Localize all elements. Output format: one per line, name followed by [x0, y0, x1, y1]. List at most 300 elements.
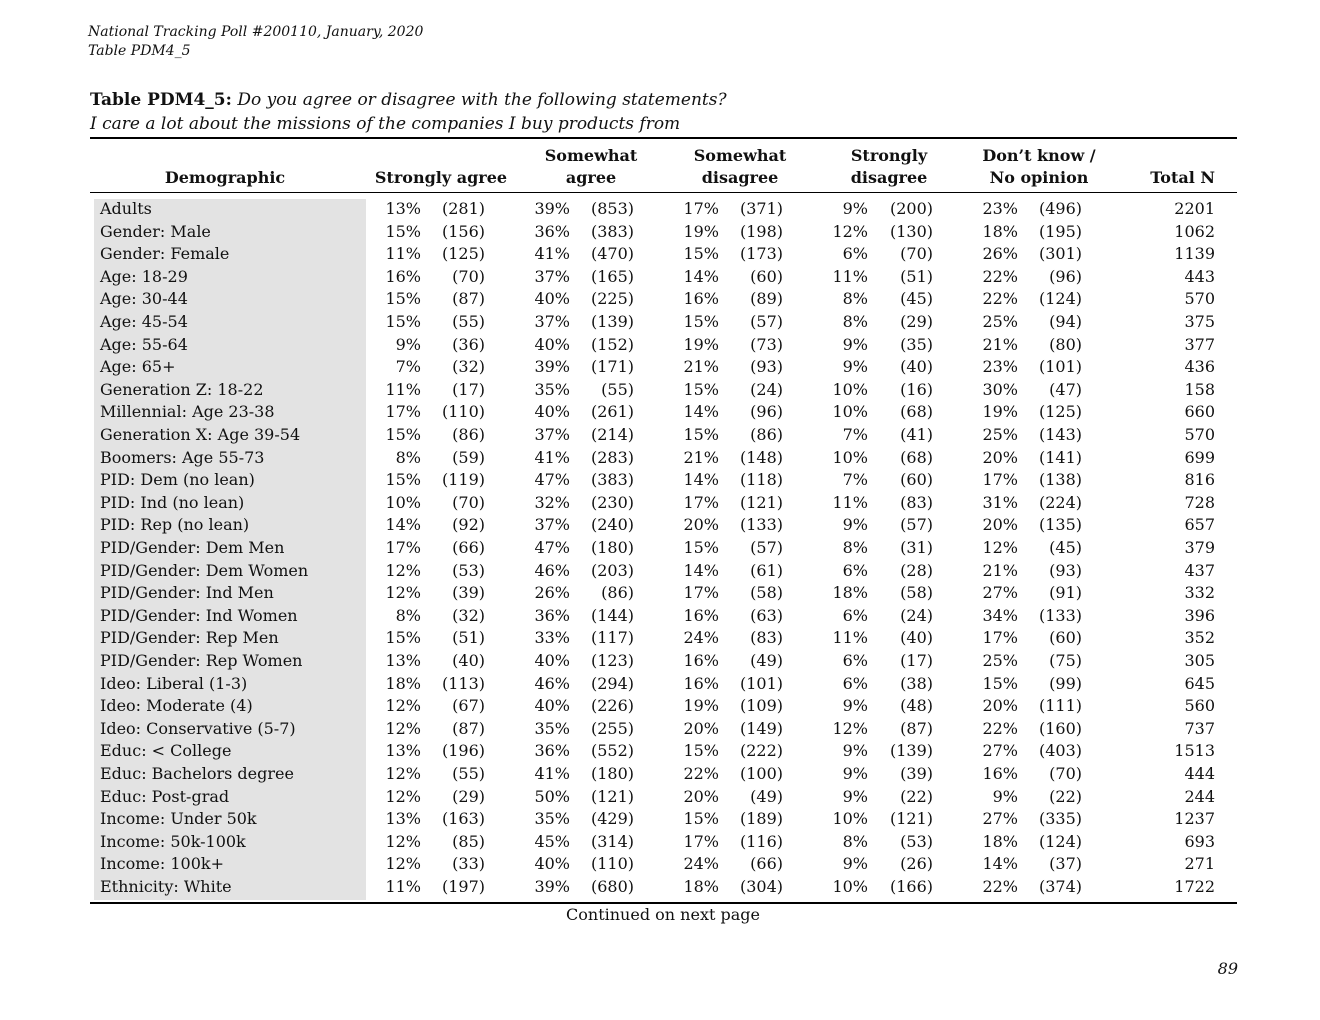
- cell-somewhat-disagree-pct: 19%: [683, 696, 719, 716]
- cell-dont-know-pct: 23%: [982, 199, 1018, 218]
- table-row: [0, 605, 1320, 628]
- row-label: Gender: Male: [100, 221, 211, 241]
- cell-strongly-agree-pct: 7%: [395, 357, 421, 377]
- cell-strongly-agree-pct: 15%: [385, 221, 421, 241]
- continued-note: Continued on next page: [566, 905, 760, 924]
- cell-somewhat-disagree-pct: 17%: [683, 492, 719, 512]
- cell-total-n: 244: [1184, 786, 1215, 806]
- table-row: [0, 673, 1320, 696]
- cell-strongly-agree-pct: 16%: [385, 266, 421, 286]
- cell-somewhat-disagree-n: (63): [750, 605, 783, 625]
- cell-dont-know-n: (403): [1038, 741, 1082, 761]
- row-label: Age: 65+: [100, 357, 176, 377]
- cell-somewhat-disagree-n: (198): [739, 221, 783, 241]
- cell-dont-know-n: (160): [1038, 718, 1082, 738]
- cell-strongly-disagree-pct: 10%: [832, 877, 868, 896]
- row-label: Age: 30-44: [100, 289, 188, 309]
- cell-dont-know-n: (138): [1038, 470, 1082, 490]
- row-label: Age: 18-29: [100, 266, 188, 286]
- cell-strongly-agree-pct: 12%: [385, 854, 421, 874]
- cell-strongly-disagree-pct: 6%: [842, 651, 868, 670]
- cell-total-n: 660: [1184, 402, 1215, 422]
- column-header-dont-know: Don’t know / No opinion: [982, 146, 1096, 187]
- cell-somewhat-agree-n: (261): [590, 402, 634, 422]
- table-row: [0, 198, 1320, 221]
- cell-strongly-disagree-pct: 12%: [832, 221, 868, 241]
- table-row: [0, 492, 1320, 515]
- cell-total-n: 444: [1184, 764, 1215, 783]
- cell-somewhat-disagree-n: (173): [739, 244, 783, 264]
- cell-somewhat-disagree-n: (93): [750, 357, 783, 377]
- cell-strongly-disagree-pct: 8%: [842, 538, 868, 557]
- cell-strongly-agree-pct: 10%: [385, 492, 421, 512]
- row-label: PID/Gender: Dem Women: [100, 560, 309, 580]
- cell-strongly-disagree-pct: 9%: [842, 786, 868, 806]
- cell-somewhat-agree-pct: 33%: [534, 628, 570, 648]
- cell-strongly-agree-pct: 15%: [385, 425, 421, 444]
- cell-strongly-disagree-n: (40): [900, 357, 933, 377]
- cell-strongly-disagree-n: (60): [900, 470, 933, 490]
- cell-dont-know-n: (99): [1049, 673, 1082, 693]
- cell-strongly-agree-pct: 12%: [385, 831, 421, 851]
- cell-somewhat-agree-n: (383): [590, 470, 634, 490]
- cell-strongly-disagree-pct: 12%: [832, 718, 868, 738]
- table-row: [0, 831, 1320, 854]
- cell-somewhat-disagree-pct: 16%: [683, 673, 719, 693]
- cell-somewhat-agree-pct: 40%: [534, 854, 570, 874]
- cell-total-n: 737: [1184, 718, 1215, 738]
- cell-somewhat-disagree-pct: 21%: [683, 357, 719, 377]
- cell-total-n: 352: [1184, 628, 1215, 648]
- cell-strongly-disagree-n: (29): [900, 312, 933, 331]
- cell-somewhat-agree-pct: 46%: [534, 560, 570, 580]
- cell-somewhat-disagree-n: (49): [750, 786, 783, 806]
- cell-somewhat-agree-n: (180): [590, 538, 634, 557]
- cell-total-n: 1513: [1174, 741, 1215, 761]
- cell-somewhat-disagree-pct: 20%: [683, 515, 719, 535]
- cell-somewhat-agree-n: (123): [590, 651, 634, 670]
- table-row: [0, 808, 1320, 831]
- cell-dont-know-n: (91): [1049, 583, 1082, 603]
- column-header-somewhat-agree: Somewhat agree: [544, 146, 638, 187]
- cell-strongly-disagree-pct: 8%: [842, 312, 868, 331]
- cell-strongly-disagree-n: (17): [900, 651, 933, 670]
- cell-strongly-disagree-n: (51): [900, 266, 933, 286]
- cell-dont-know-n: (96): [1049, 266, 1082, 286]
- cell-dont-know-n: (135): [1038, 515, 1082, 535]
- cell-somewhat-agree-pct: 36%: [534, 741, 570, 761]
- cell-somewhat-disagree-n: (133): [739, 515, 783, 535]
- table-row: [0, 288, 1320, 311]
- cell-somewhat-disagree-pct: 20%: [683, 786, 719, 806]
- cell-dont-know-pct: 26%: [982, 244, 1018, 264]
- cell-strongly-agree-n: (70): [452, 492, 485, 512]
- row-label: PID: Ind (no lean): [100, 492, 245, 512]
- cell-somewhat-disagree-n: (222): [739, 741, 783, 761]
- cell-somewhat-disagree-pct: 17%: [683, 199, 719, 218]
- cell-strongly-agree-n: (197): [441, 877, 485, 896]
- cell-strongly-disagree-pct: 9%: [842, 741, 868, 761]
- cell-strongly-agree-n: (119): [441, 470, 485, 490]
- row-label: Gender: Female: [100, 244, 230, 264]
- cell-somewhat-agree-n: (55): [601, 379, 634, 399]
- cell-dont-know-n: (47): [1049, 379, 1082, 399]
- cell-strongly-agree-n: (281): [441, 199, 485, 218]
- cell-strongly-disagree-pct: 6%: [842, 244, 868, 264]
- header-rule: [90, 192, 1237, 193]
- cell-strongly-disagree-n: (24): [900, 605, 933, 625]
- cell-somewhat-agree-pct: 41%: [534, 244, 570, 264]
- table-row: [0, 243, 1320, 266]
- cell-somewhat-agree-n: (383): [590, 221, 634, 241]
- cell-strongly-agree-pct: 9%: [395, 334, 421, 354]
- cell-somewhat-agree-n: (117): [590, 628, 634, 648]
- cell-dont-know-n: (301): [1038, 244, 1082, 264]
- cell-strongly-agree-pct: 17%: [385, 538, 421, 557]
- cell-strongly-disagree-pct: 7%: [842, 470, 868, 490]
- cell-total-n: 443: [1184, 266, 1215, 286]
- table-row: [0, 695, 1320, 718]
- cell-total-n: 728: [1184, 492, 1215, 512]
- cell-somewhat-disagree-n: (61): [750, 560, 783, 580]
- cell-somewhat-agree-n: (171): [590, 357, 634, 377]
- cell-somewhat-disagree-pct: 15%: [683, 379, 719, 399]
- cell-strongly-disagree-pct: 7%: [842, 425, 868, 444]
- cell-strongly-disagree-n: (166): [889, 877, 933, 896]
- cell-dont-know-n: (75): [1049, 651, 1082, 670]
- cell-dont-know-pct: 20%: [982, 696, 1018, 716]
- cell-strongly-agree-n: (67): [452, 696, 485, 716]
- cell-dont-know-pct: 22%: [982, 289, 1018, 309]
- cell-dont-know-pct: 17%: [982, 470, 1018, 490]
- cell-somewhat-disagree-pct: 15%: [683, 538, 719, 557]
- cell-somewhat-agree-pct: 39%: [534, 877, 570, 896]
- row-label: Boomers: Age 55-73: [100, 447, 265, 467]
- cell-somewhat-agree-pct: 37%: [534, 312, 570, 331]
- cell-somewhat-disagree-n: (73): [750, 334, 783, 354]
- row-label: Ethnicity: White: [100, 877, 232, 896]
- cell-somewhat-disagree-pct: 14%: [683, 470, 719, 490]
- cell-strongly-disagree-n: (26): [900, 854, 933, 874]
- cell-somewhat-disagree-pct: 15%: [683, 809, 719, 829]
- cell-strongly-disagree-pct: 6%: [842, 560, 868, 580]
- cell-somewhat-agree-pct: 46%: [534, 673, 570, 693]
- running-header-title: National Tracking Poll #200110, January, 2020: [88, 24, 424, 40]
- cell-somewhat-agree-n: (294): [590, 673, 634, 693]
- row-label: PID/Gender: Rep Men: [100, 628, 279, 648]
- cell-somewhat-agree-pct: 36%: [534, 221, 570, 241]
- cell-strongly-agree-pct: 13%: [385, 651, 421, 670]
- cell-strongly-agree-n: (87): [452, 718, 485, 738]
- cell-somewhat-agree-n: (165): [590, 266, 634, 286]
- cell-strongly-disagree-pct: 18%: [832, 583, 868, 603]
- cell-total-n: 560: [1184, 696, 1215, 716]
- cell-total-n: 437: [1184, 560, 1215, 580]
- cell-somewhat-agree-n: (853): [590, 199, 634, 218]
- cell-strongly-disagree-pct: 9%: [842, 334, 868, 354]
- cell-somewhat-agree-n: (429): [590, 809, 634, 829]
- cell-somewhat-agree-pct: 40%: [534, 651, 570, 670]
- cell-total-n: 1237: [1174, 809, 1215, 829]
- cell-dont-know-n: (335): [1038, 809, 1082, 829]
- cell-dont-know-n: (125): [1038, 402, 1082, 422]
- row-label: Educ: < College: [100, 741, 232, 761]
- row-label: Millennial: Age 23-38: [100, 402, 275, 422]
- cell-dont-know-n: (80): [1049, 334, 1082, 354]
- cell-dont-know-n: (374): [1038, 877, 1082, 896]
- cell-strongly-agree-n: (87): [452, 289, 485, 309]
- row-label: Income: Under 50k: [100, 809, 257, 829]
- cell-strongly-disagree-pct: 9%: [842, 764, 868, 783]
- cell-somewhat-agree-pct: 35%: [534, 379, 570, 399]
- table-row: [0, 514, 1320, 537]
- cell-strongly-disagree-n: (45): [900, 289, 933, 309]
- cell-strongly-agree-pct: 18%: [385, 673, 421, 693]
- cell-strongly-agree-pct: 15%: [385, 628, 421, 648]
- cell-strongly-agree-pct: 12%: [385, 560, 421, 580]
- cell-total-n: 158: [1184, 379, 1215, 399]
- cell-strongly-disagree-n: (121): [889, 809, 933, 829]
- cell-somewhat-disagree-pct: 17%: [683, 831, 719, 851]
- cell-somewhat-agree-pct: 26%: [534, 583, 570, 603]
- cell-somewhat-disagree-n: (109): [739, 696, 783, 716]
- cell-dont-know-n: (22): [1049, 786, 1082, 806]
- cell-strongly-agree-n: (32): [452, 357, 485, 377]
- row-label: Age: 45-54: [100, 312, 188, 331]
- cell-dont-know-pct: 25%: [982, 651, 1018, 670]
- cell-dont-know-pct: 20%: [982, 447, 1018, 467]
- cell-somewhat-agree-n: (139): [590, 312, 634, 331]
- cell-somewhat-disagree-n: (96): [750, 402, 783, 422]
- cell-somewhat-agree-pct: 40%: [534, 334, 570, 354]
- table-row: [0, 537, 1320, 560]
- cell-dont-know-pct: 12%: [982, 538, 1018, 557]
- cell-strongly-agree-n: (39): [452, 583, 485, 603]
- cell-strongly-disagree-n: (139): [889, 741, 933, 761]
- cell-strongly-agree-n: (59): [452, 447, 485, 467]
- row-label: Ideo: Conservative (5-7): [100, 718, 296, 738]
- table-row: [0, 469, 1320, 492]
- cell-somewhat-disagree-n: (57): [750, 312, 783, 331]
- row-label: Adults: [100, 199, 152, 218]
- cell-strongly-disagree-n: (28): [900, 560, 933, 580]
- table-row: [0, 718, 1320, 741]
- column-header-strongly-agree: Strongly agree: [374, 168, 508, 187]
- cell-somewhat-disagree-pct: 19%: [683, 334, 719, 354]
- cell-total-n: 2201: [1174, 199, 1215, 218]
- cell-dont-know-pct: 34%: [982, 605, 1018, 625]
- row-label: Ideo: Moderate (4): [100, 696, 253, 716]
- cell-strongly-disagree-n: (68): [900, 447, 933, 467]
- cell-dont-know-n: (195): [1038, 221, 1082, 241]
- cell-somewhat-agree-pct: 39%: [534, 357, 570, 377]
- cell-somewhat-agree-n: (180): [590, 764, 634, 783]
- cell-total-n: 332: [1184, 583, 1215, 603]
- cell-somewhat-disagree-n: (304): [739, 877, 783, 896]
- cell-dont-know-pct: 25%: [982, 425, 1018, 444]
- cell-somewhat-agree-n: (144): [590, 605, 634, 625]
- cell-strongly-agree-pct: 13%: [385, 199, 421, 218]
- cell-strongly-agree-n: (32): [452, 605, 485, 625]
- table-row: [0, 853, 1320, 876]
- cell-strongly-disagree-pct: 10%: [832, 402, 868, 422]
- cell-somewhat-disagree-n: (101): [739, 673, 783, 693]
- running-header-table: Table PDM4_5: [88, 43, 191, 59]
- cell-somewhat-disagree-n: (189): [739, 809, 783, 829]
- cell-total-n: 645: [1184, 673, 1215, 693]
- cell-somewhat-agree-n: (470): [590, 244, 634, 264]
- cell-dont-know-pct: 21%: [982, 334, 1018, 354]
- cell-strongly-disagree-n: (70): [900, 244, 933, 264]
- cell-somewhat-agree-n: (283): [590, 447, 634, 467]
- cell-strongly-disagree-n: (41): [900, 425, 933, 444]
- row-label: Age: 55-64: [100, 334, 188, 354]
- cell-somewhat-disagree-n: (57): [750, 538, 783, 557]
- page-number: 89: [1217, 959, 1238, 978]
- cell-dont-know-n: (124): [1038, 289, 1082, 309]
- cell-dont-know-pct: 27%: [982, 741, 1018, 761]
- cell-dont-know-pct: 23%: [982, 357, 1018, 377]
- cell-strongly-disagree-pct: 11%: [832, 266, 868, 286]
- cell-strongly-disagree-n: (48): [900, 696, 933, 716]
- cell-strongly-disagree-n: (87): [900, 718, 933, 738]
- cell-dont-know-pct: 18%: [982, 831, 1018, 851]
- cell-somewhat-agree-pct: 32%: [534, 492, 570, 512]
- cell-dont-know-n: (141): [1038, 447, 1082, 467]
- cell-somewhat-agree-pct: 35%: [534, 718, 570, 738]
- cell-somewhat-disagree-n: (49): [750, 651, 783, 670]
- table-row: [0, 221, 1320, 244]
- table-row: [0, 311, 1320, 334]
- cell-strongly-disagree-pct: 10%: [832, 447, 868, 467]
- cell-total-n: 699: [1184, 447, 1215, 467]
- cell-somewhat-disagree-pct: 16%: [683, 605, 719, 625]
- cell-strongly-agree-n: (51): [452, 628, 485, 648]
- cell-somewhat-disagree-pct: 19%: [683, 221, 719, 241]
- table-row: [0, 424, 1320, 447]
- cell-total-n: 1722: [1174, 877, 1215, 896]
- table-row: [0, 266, 1320, 289]
- cell-strongly-disagree-n: (57): [900, 515, 933, 535]
- cell-dont-know-pct: 21%: [982, 560, 1018, 580]
- cell-strongly-agree-n: (33): [452, 854, 485, 874]
- cell-strongly-agree-n: (70): [452, 266, 485, 286]
- table-row: [0, 356, 1320, 379]
- cell-somewhat-disagree-n: (116): [739, 831, 783, 851]
- cell-somewhat-agree-n: (680): [590, 877, 634, 896]
- cell-strongly-disagree-n: (22): [900, 786, 933, 806]
- cell-dont-know-pct: 9%: [992, 786, 1018, 806]
- table-row: [0, 379, 1320, 402]
- cell-somewhat-agree-pct: 41%: [534, 447, 570, 467]
- cell-strongly-agree-pct: 11%: [385, 379, 421, 399]
- cell-somewhat-disagree-pct: 18%: [683, 877, 719, 896]
- cell-total-n: 379: [1184, 538, 1215, 557]
- cell-somewhat-disagree-n: (118): [739, 470, 783, 490]
- cell-somewhat-disagree-n: (86): [750, 425, 783, 444]
- table-row: [0, 560, 1320, 583]
- cell-somewhat-disagree-n: (121): [739, 492, 783, 512]
- cell-strongly-agree-n: (17): [452, 379, 485, 399]
- cell-somewhat-agree-pct: 45%: [534, 831, 570, 851]
- cell-somewhat-disagree-pct: 17%: [683, 583, 719, 603]
- cell-strongly-agree-pct: 15%: [385, 470, 421, 490]
- cell-dont-know-pct: 27%: [982, 583, 1018, 603]
- row-label: Generation Z: 18-22: [100, 379, 264, 399]
- cell-strongly-agree-n: (66): [452, 538, 485, 557]
- cell-somewhat-agree-pct: 40%: [534, 289, 570, 309]
- table-row: [0, 876, 1320, 899]
- cell-strongly-agree-n: (55): [452, 764, 485, 783]
- cell-total-n: 271: [1184, 854, 1215, 874]
- cell-strongly-disagree-n: (83): [900, 492, 933, 512]
- cell-strongly-agree-pct: 12%: [385, 764, 421, 783]
- cell-strongly-agree-n: (86): [452, 425, 485, 444]
- table-row: [0, 334, 1320, 357]
- table-row: [0, 740, 1320, 763]
- table-row: [0, 763, 1320, 786]
- cell-total-n: 570: [1184, 425, 1215, 444]
- row-label: Educ: Post-grad: [100, 786, 230, 806]
- table-row: [0, 401, 1320, 424]
- row-label: PID/Gender: Rep Women: [100, 651, 303, 670]
- cell-strongly-agree-n: (196): [441, 741, 485, 761]
- cell-dont-know-pct: 31%: [982, 492, 1018, 512]
- cell-strongly-agree-pct: 13%: [385, 741, 421, 761]
- cell-somewhat-disagree-pct: 15%: [683, 741, 719, 761]
- cell-strongly-agree-n: (125): [441, 244, 485, 264]
- cell-somewhat-disagree-pct: 16%: [683, 651, 719, 670]
- cell-strongly-disagree-pct: 9%: [842, 357, 868, 377]
- cell-somewhat-disagree-n: (371): [739, 199, 783, 218]
- cell-dont-know-n: (60): [1049, 628, 1082, 648]
- cell-strongly-disagree-pct: 9%: [842, 515, 868, 535]
- cell-somewhat-disagree-n: (60): [750, 266, 783, 286]
- cell-strongly-disagree-n: (68): [900, 402, 933, 422]
- cell-total-n: 396: [1184, 605, 1215, 625]
- cell-total-n: 375: [1184, 312, 1215, 331]
- table-row: [0, 786, 1320, 809]
- cell-strongly-agree-pct: 12%: [385, 583, 421, 603]
- cell-strongly-disagree-pct: 8%: [842, 289, 868, 309]
- cell-dont-know-n: (37): [1049, 854, 1082, 874]
- cell-somewhat-agree-pct: 37%: [534, 266, 570, 286]
- cell-total-n: 1139: [1174, 244, 1215, 264]
- cell-strongly-disagree-pct: 9%: [842, 199, 868, 218]
- cell-dont-know-pct: 14%: [982, 854, 1018, 874]
- cell-somewhat-agree-pct: 39%: [534, 199, 570, 218]
- cell-strongly-disagree-n: (35): [900, 334, 933, 354]
- cell-somewhat-agree-n: (255): [590, 718, 634, 738]
- cell-somewhat-disagree-n: (58): [750, 583, 783, 603]
- cell-somewhat-agree-n: (225): [590, 289, 634, 309]
- cell-strongly-agree-pct: 12%: [385, 718, 421, 738]
- cell-strongly-agree-n: (113): [441, 673, 485, 693]
- cell-strongly-disagree-n: (53): [900, 831, 933, 851]
- cell-strongly-agree-n: (36): [452, 334, 485, 354]
- cell-somewhat-agree-pct: 40%: [534, 696, 570, 716]
- cell-strongly-disagree-pct: 6%: [842, 673, 868, 693]
- cell-strongly-agree-pct: 12%: [385, 786, 421, 806]
- cell-dont-know-n: (133): [1038, 605, 1082, 625]
- row-label: Generation X: Age 39-54: [100, 425, 301, 444]
- cell-somewhat-agree-pct: 35%: [534, 809, 570, 829]
- cell-dont-know-n: (224): [1038, 492, 1082, 512]
- cell-strongly-agree-pct: 17%: [385, 402, 421, 422]
- cell-dont-know-pct: 19%: [982, 402, 1018, 422]
- cell-strongly-agree-pct: 14%: [385, 515, 421, 535]
- cell-strongly-disagree-n: (58): [900, 583, 933, 603]
